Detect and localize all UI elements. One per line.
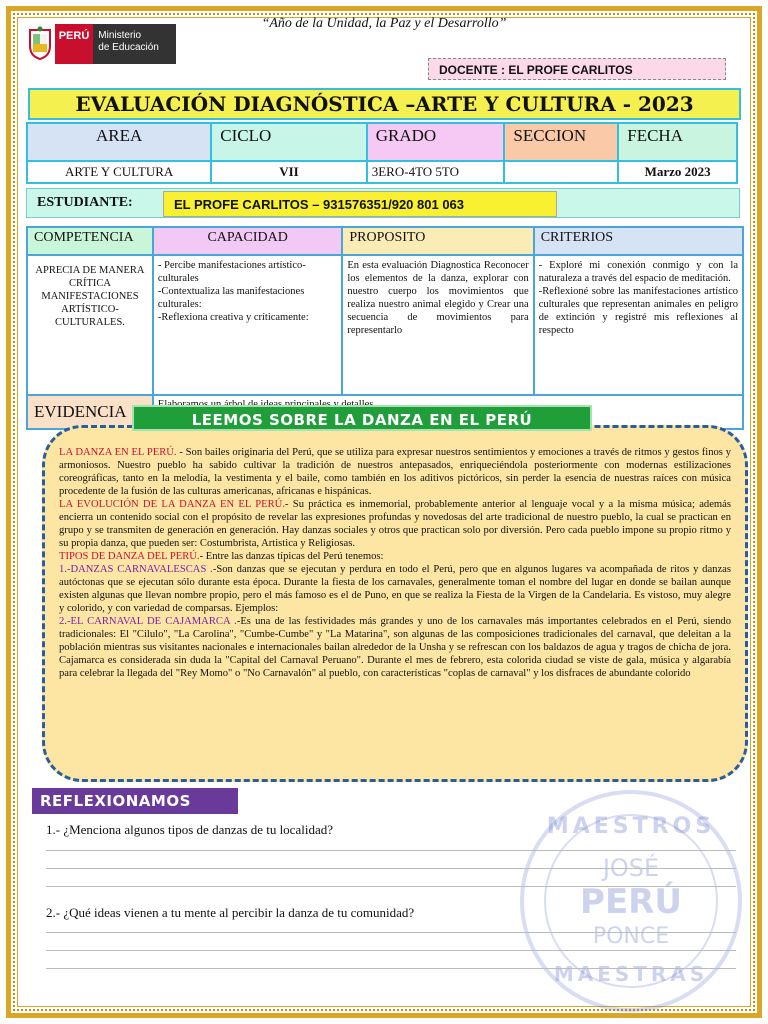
- info-value-grado: 3ERO-4TO 5TO: [367, 161, 505, 183]
- logo-country: PERÚ: [55, 24, 94, 64]
- student-label: ESTUDIANTE:: [37, 195, 133, 210]
- info-value-area: ARTE Y CULTURA: [27, 161, 211, 183]
- reading-p1-text: - Son bailes originaria del Perú, que se utiliza para expresar nuestros sentimientos y emociones a través de ritmos y gestos finos y armoniosos. Nuestro pueblo ha sabido cultivar la tradición de nuestros antepasados, enriqueciéndola posteriormente con modernas estilizaciones coreográficas, tanto en la melodía, la vestimenta y el baile, como también en los aditivos pictóricos, sin perder la esencia de nuestras raíces con música procedente de la fusión de las culturas americanas, africanas e hispánicas.: [59, 447, 731, 497]
- reading-p4-title: 1.-DANZAS CARNAVALESCAS .: [59, 564, 213, 575]
- stamp-line1: JOSÉ: [602, 854, 660, 882]
- reading-banner: LEEMOS SOBRE LA DANZA EN EL PERÚ: [132, 405, 592, 431]
- answer-line[interactable]: [46, 868, 736, 869]
- logo-ministry-line1: Ministerio: [98, 30, 142, 41]
- reading-p3-title: TIPOS DE DANZA DEL PERÚ.: [59, 551, 200, 562]
- minedu-logo: [26, 24, 176, 66]
- reading-p5-title: 2.-EL CARNAVAL DE CAJAMARCA .: [59, 616, 237, 627]
- comp-capacidad-text: - Percibe manifestaciones artístico-culturales -Contextualiza las manifestaciones culturales: -Reflexiona creativa y críticamente:: [153, 255, 342, 395]
- reading-p2-title: LA EVOLUCIÓN DE LA DANZA EN EL PERÚ.: [59, 499, 285, 510]
- logo-ministry-line2: de Educación: [98, 42, 159, 53]
- info-header-fecha: FECHA: [618, 123, 737, 161]
- stamp-bottom: MAESTRAS: [553, 962, 709, 986]
- info-table: [26, 122, 738, 184]
- comp-criterios-text: - Exploré mi conexión conmigo y con la naturaleza a través del espacio de meditación. -Reflexioné sobre las manifestaciones artístico culturales que representan animales en peligro de extinción y registré mis reflexiones al respecto: [534, 255, 743, 395]
- info-header-area: AREA: [27, 123, 211, 161]
- page-title: EVALUACIÓN DIAGNÓSTICA –ARTE Y CULTURA - 2023: [28, 88, 741, 120]
- student-name[interactable]: EL PROFE CARLITOS – 931576351/920 801 063: [163, 191, 557, 217]
- docente-label: DOCENTE : EL PROFE CARLITOS: [428, 58, 726, 80]
- reading-p5-text: -Es una de las festividades más grandes y uno de los carnavales más importantes celebrados en el Perú, siendo tradicionales: El "Cilulo", "La Carolina", "Cumbe-Cumbe" y "La Matarina", son algunas de las composiciones tradicionales del carnaval, que deleitan a la población mientras sus visitantes nacionales e internacionales bailan alrededor de la Unsha y se refrescan con los baldazos de agua y tragos de chicha de jora. Cajamarca es considerada sin duda la "Capital del Carnaval Peruano". Durante el mes de febrero, esta colorida ciudad se viste de gala, música y algarabía para celebrar la llegada del "Rey Momo" o "No Carnavalón" al pueblo, con características "coplas de carnaval" y los disfraces de abundante colorido: [59, 616, 731, 679]
- answer-line[interactable]: [46, 968, 736, 969]
- question-1: 1.- ¿Menciona algunos tipos de danzas de tu localidad?: [46, 822, 333, 837]
- answer-line[interactable]: [46, 932, 736, 933]
- answer-line[interactable]: [46, 886, 736, 887]
- reading-p3-text: - Entre las danzas típicas del Perú tenemos:: [199, 551, 384, 562]
- comp-proposito-text: En esta evaluación Diagnostica Reconocer los elementos de la danza, explorar con nuestro cuerpo los movimientos que realiza nuestro animal elegido y Crear una secuencia de movimientos para representarlo: [342, 255, 533, 395]
- info-header-seccion: SECCION: [504, 123, 618, 161]
- stamp-line3: PONCE: [592, 924, 670, 949]
- stamp-line2: PERÚ: [580, 882, 682, 922]
- info-header-grado: GRADO: [367, 123, 505, 161]
- logo-ministry: [93, 24, 176, 64]
- comp-header-criterios: CRITERIOS: [534, 227, 743, 255]
- watermark-stamp: [520, 790, 742, 1012]
- comp-competencia-text: APRECIA DE MANERA CRÍTICA MANIFESTACIONES ARTÍSTICO-CULTURALES.: [27, 255, 153, 395]
- motto: “Año de la Unidad, la Paz y el Desarrollo”: [261, 16, 507, 31]
- coat-of-arms-icon: [26, 24, 55, 62]
- question-2: 2.- ¿Qué ideas vienen a tu mente al percibir la danza de tu comunidad?: [46, 905, 415, 920]
- reflexionamos-banner: REFLEXIONAMOS: [32, 788, 238, 814]
- comp-header-proposito: PROPOSITO: [342, 227, 533, 255]
- reading-box: [42, 425, 748, 782]
- reading-p2-text: - Su práctica es inmemorial, probablemente anterior al lenguaje vocal y a la misma música; además encierra un contenido social con el propósito de revelar las expresiones profundas y novedosas del arte tradicional de nuestro pueblo, la cual se practican en grupo y se transmiten de generación en generación. Hay danzas sociales y otros que practican solo por diversión. Pero cada pueblo impone su propio ritmo y su propia danza, que pueden ser: Costumbrista, Artistica y Religiosas.: [59, 499, 731, 549]
- answer-line[interactable]: [46, 950, 736, 951]
- competencia-table: [26, 226, 744, 430]
- evidencia-label: EVIDENCIA: [27, 395, 153, 429]
- reading-p4-text: -Son danzas que se ejecutan y perdura en todo el Perú, pero que en algunos lugares va acompañada de ritos y danzas autóctonas que se ejecutan sólo durante esta época. Durante la fiesta de los carnavales, generalmente toman el nombre del lugar en donde se bailan aunque existen algunas que llevan nombre propio, pero el más famoso es el de Puno, en que se realiza la Fiesta de la Virgen de la Candelaria. Es vistoso, muy alegre y colorido, y con variedad de comparsas. Ejemplos:: [59, 564, 732, 614]
- student-row: [26, 188, 740, 218]
- stamp-top: MAESTROS: [546, 814, 716, 839]
- comp-header-capacidad: CAPACIDAD: [153, 227, 342, 255]
- comp-header-competencia: COMPETENCIA: [27, 227, 153, 255]
- reading-p1-title: LA DANZA EN EL PERÚ.: [59, 447, 177, 458]
- info-value-seccion: [504, 161, 618, 183]
- answer-line[interactable]: [46, 850, 736, 851]
- info-header-ciclo: CICLO: [211, 123, 366, 161]
- info-value-ciclo: VII: [211, 161, 366, 183]
- info-value-fecha: Marzo 2023: [618, 161, 737, 183]
